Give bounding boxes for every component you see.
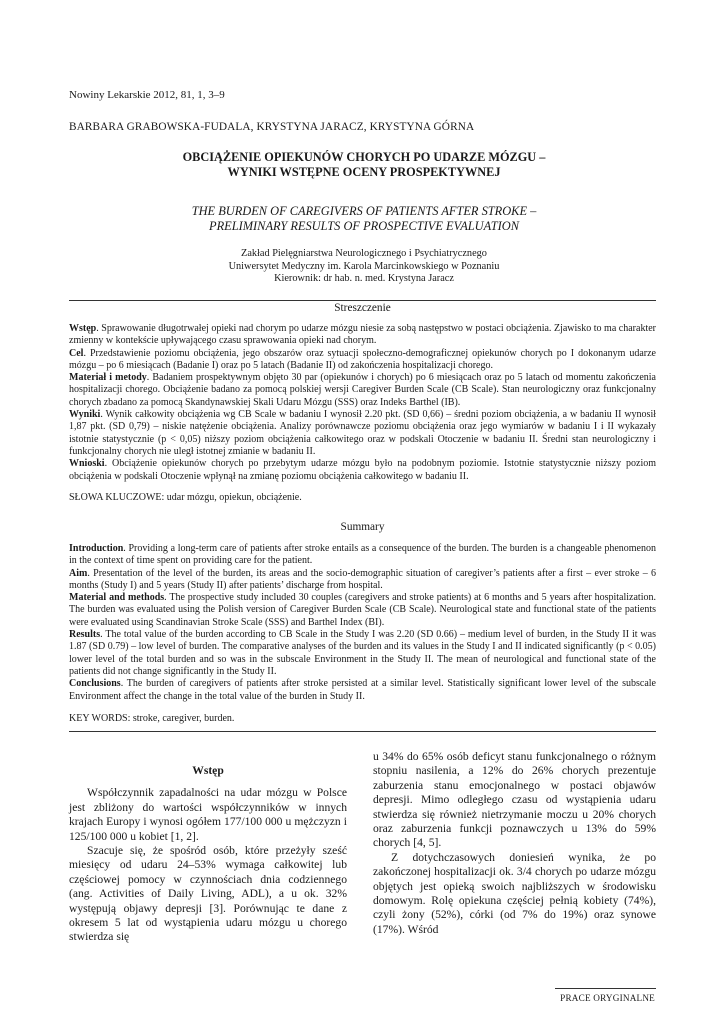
affiliation-line-3: Kierownik: dr hab. n. med. Krystyna Jaracz bbox=[274, 273, 454, 284]
footer-divider bbox=[555, 988, 656, 989]
label-cel: Cel bbox=[69, 347, 84, 359]
summary-heading: Summary bbox=[340, 521, 385, 533]
label-results: Results bbox=[69, 629, 101, 641]
summary-body bbox=[69, 543, 656, 703]
title-polish-line-1: OBCIĄŻENIE OPIEKUNÓW CHORYCH PO UDARZE MÓZGU – bbox=[182, 150, 546, 164]
section-footer-label: PRACE ORYGINALNE bbox=[560, 993, 655, 1003]
label-conclusions: Conclusions bbox=[69, 678, 121, 690]
body-paragraph: Z dotychczasowych doniesień wynika, że po zakończonej hospitalizacji ok. 3/4 chorych po udarze mózgu objętych jest opieką swoich najbliższych w środowisku domowym. Rolę opiekuna częściej pełnią kobiety (74%), czyli żony (52%), córki (od 7% do 19%) oraz synowe (17%). Wśród bbox=[373, 850, 656, 936]
body-column-left bbox=[69, 764, 347, 945]
body-column-right bbox=[373, 750, 656, 937]
summary-paragraph-introduction: Introduction. Providing a long-term care of patients after stroke entails as a consequence of the burden. The burden is a changeable phenomenon in the context of time spent on providing care for the patient. bbox=[69, 543, 656, 567]
title-english bbox=[69, 204, 659, 233]
summary-paragraph-results: Results. The total value of the burden according to CB Scale in the Study I was 2.20 (SD 0.66) – medium level of burden, in the Study II it was 1.87 (SD 0.79) – low level of burden. The comparative analyses of the burden and its values in the Study I and II indicated significantly (p < 0.05) lower level of the total burden and so was in the subscale Environment in the Study II. The mean of neurological and functional state of the patients did not change significantly in the Study II. bbox=[69, 629, 656, 677]
streszczenie-body bbox=[69, 323, 656, 483]
affiliation-line-2: Uniwersytet Medyczny im. Karola Marcinkowskiego w Poznaniu bbox=[228, 260, 500, 272]
divider bbox=[69, 300, 656, 301]
abstract-paragraph-material: Materiał i metody. Badaniem prospektywnym objęto 30 par (opiekunów i chorych) po 6 miesiącach oraz po 5 latach od momentu zakończenia hospitalizacji chorego. Obciążenie badano za pomocą polskiej wersji Caregiver Burden Scale (CB Scale). Stan neurologiczny oraz funkcjonalny chorych zbadano za pomocą Skandynawskiej Skali Udaru Mózgu (SSS) oraz Indeks Barthel (IB). bbox=[69, 372, 656, 408]
keywords-polish: SŁOWA KLUCZOWE: udar mózgu, opiekun, obciążenie. bbox=[69, 492, 302, 503]
title-polish bbox=[69, 150, 659, 180]
label-wnioski: Wnioski bbox=[69, 458, 105, 470]
affiliation-line-1: Zakład Pielęgniarstwa Neurologicznego i Psychiatrycznego bbox=[241, 248, 487, 259]
abstract-paragraph-wyniki: Wyniki. Wynik całkowity obciążenia wg CB Scale w badaniu I wynosił 2.20 pkt. (SD 0,66) – średni poziom obciążenia, a w badaniu II wynosił 1,87 pkt. (SD 0,79) – niskie natężenie obciążenia. Analizy porównawcze poziomu obciążenia oraz jego wymiarów w badaniu I i II wykazały istotnie statystycznie (p < 0,05) niższy poziom obciążenia całkowitego oraz w podskali Otoczenie w badaniu II. Średni stan neurologiczny i funkcjonalny chorych nie uległ istotnej zmianie w badaniu II. bbox=[69, 409, 656, 457]
affiliation bbox=[69, 248, 659, 286]
summary-paragraph-conclusions: Conclusions. The burden of caregivers of patients after stroke persisted at a similar level. Statistically significant lower level of the subscale Environment affect the change in the total value of the burden in Study II. bbox=[69, 678, 656, 702]
keywords-english: KEY WORDS: stroke, caregiver, burden. bbox=[69, 713, 235, 724]
abstract-paragraph-wnioski: Wnioski. Obciążenie opiekunów chorych po przebytym udarze mózgu było na podobnym poziomie. Istotnie statystycznie niższy poziom obciążenia w podskali Otoczenie wpłynął na zmianę poziomu obciążenia całkowitego w badaniu II. bbox=[69, 458, 656, 482]
body-paragraph: Współczynnik zapadalności na udar mózgu w Polsce jest zbliżony do wartości współczynników w innych krajach Europy i wynosi ogółem 177/100 000 u mężczyzn i 125/100 000 u kobiet [1, 2]. bbox=[69, 786, 347, 843]
abstract-paragraph-wstep: Wstęp. Sprawowanie długotrwałej opieki nad chorym po udarze mózgu niesie za sobą następstwo w postaci obciążenia. Zjawisko to ma charakter zmienny w kontekście upływającego czasu sprawowania opieki nad chorym. bbox=[69, 323, 656, 347]
abstract-paragraph-cel: Cel. Przedstawienie poziomu obciążenia, jego obszarów oraz sytuacji społeczno-demograficznej opiekunów chorych po I dokonanym udarze mózgu – po 6 miesiącach (Badanie I) oraz po 5 latach (Badanie II) od zakończenia hospitalizacji chorego. bbox=[69, 347, 656, 371]
divider bbox=[69, 731, 656, 732]
label-aim: Aim bbox=[69, 567, 88, 579]
title-english-line-1: THE BURDEN OF CAREGIVERS OF PATIENTS AFTER STROKE – bbox=[191, 204, 537, 218]
label-introduction: Introduction bbox=[69, 543, 124, 554]
summary-paragraph-aim: Aim. Presentation of the level of the burden, its areas and the socio-demographic situation of caregiver’s patients after a first – ever stroke – 6 months (Study I) and 5 years (Study II) after patients’ discharge from hospital. bbox=[69, 567, 656, 591]
label-wyniki: Wyniki bbox=[69, 409, 101, 421]
body-paragraph: u 34% do 65% osób deficyt stanu funkcjonalnego o różnym stopniu nasilenia, a 12% do 26% chorych prezentuje zaburzenia stanu emocjonalnego w postaci objawów depresji. Mimo odległego czasu od wystąpienia udaru stwierdza się również nietrzymanie moczu u 20% chorych oraz zaburzenia funkcji poznawczych u 13% do 59% chorych [4, 5]. bbox=[373, 750, 656, 850]
summary-paragraph-methods: Material and methods. The prospective study included 30 couples (caregivers and stroke patients) at 6 months and 5 years after hospitalization. The burden was evaluated using the Polish version of Caregiver Burden Scale (CB Scale). Neurological state and functional state of the patients were evaluated using Scandinavian Stroke Scale (SSS) and Barthel Index (BI). bbox=[69, 592, 656, 628]
title-english-line-2: PRELIMINARY RESULTS OF PROSPECTIVE EVALUATION bbox=[209, 218, 519, 233]
author-list: BARBARA GRABOWSKA-FUDALA, KRYSTYNA JARACZ, KRYSTYNA GÓRNA bbox=[69, 121, 475, 133]
label-material: Materiał i metody bbox=[69, 372, 147, 384]
label-methods: Material and methods bbox=[69, 592, 165, 604]
body-paragraph: Szacuje się, że spośród osób, które przeżyły sześć miesięcy od udaru 24–53% wymaga całkowitej lub częściowej pomocy w czynnościach dnia codziennego (ang. Activities of Daily Living, ADL), a u ok. 32% występują objawy depresji [3]. Porównując te dane z okresem 5 lat od wystąpienia udaru mózgu u chorego stwierdza się bbox=[69, 844, 347, 944]
section-heading-wstep: Wstęp bbox=[192, 764, 224, 777]
streszczenie-heading: Streszczenie bbox=[334, 302, 391, 314]
journal-citation: Nowiny Lekarskie 2012, 81, 1, 3–9 bbox=[69, 89, 225, 101]
title-polish-line-2: WYNIKI WSTĘPNE OCENY PROSPEKTYWNEJ bbox=[227, 165, 501, 179]
label-wstep: Wstęp bbox=[69, 323, 97, 334]
